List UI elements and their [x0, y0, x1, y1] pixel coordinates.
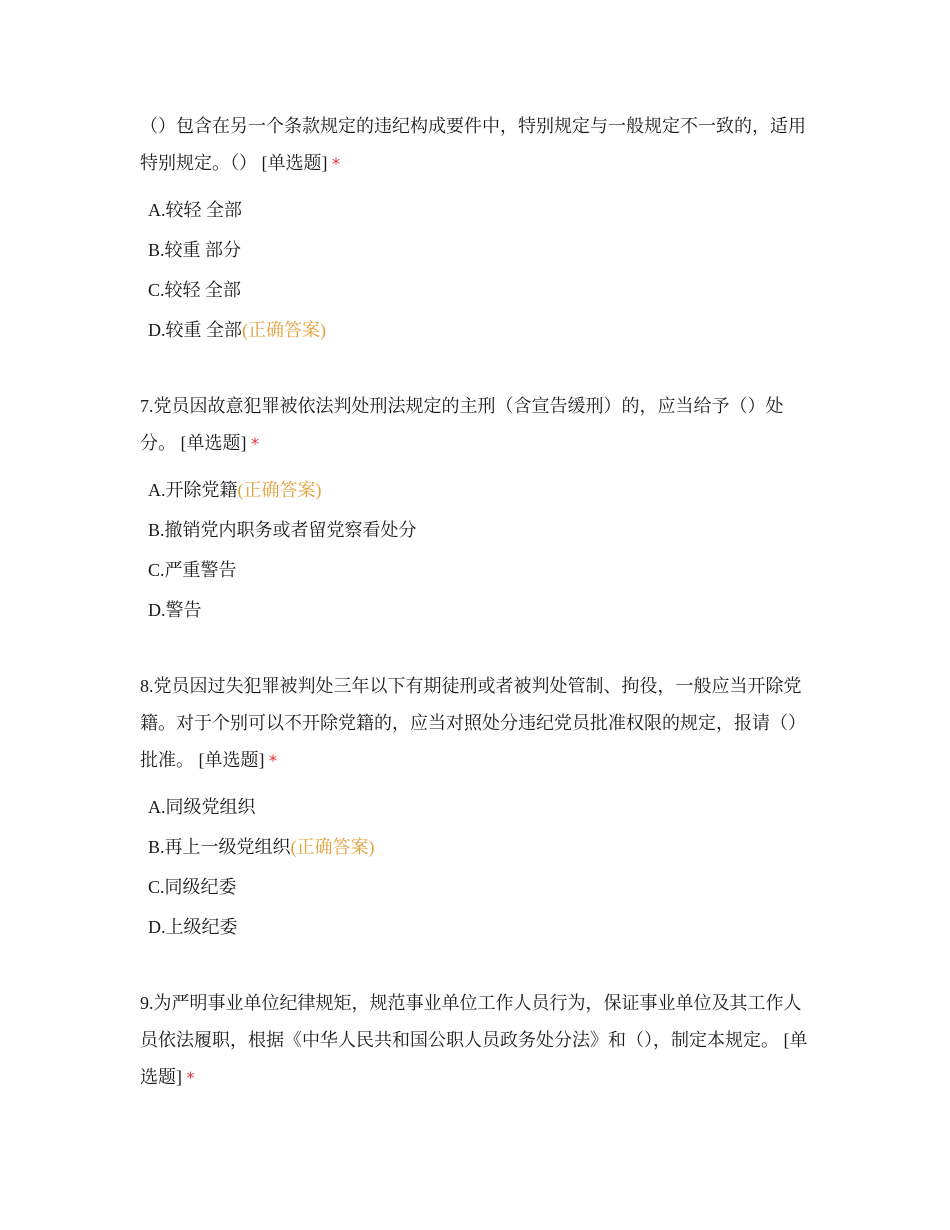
question-7 [140, 388, 815, 630]
correct-answer-note: (正确答案) [237, 480, 322, 500]
option-b[interactable] [148, 230, 815, 270]
option-text: A.开除党籍 [148, 480, 238, 500]
question-stem-text: 7.党员因故意犯罪被依法判处刑法规定的主刑（含宣告缓刑）的，应当给予（）处分。 [140, 396, 784, 453]
question-type-tag: [单选题] [180, 433, 247, 453]
option-text: B.撤销党内职务或者留党察看处分 [148, 520, 417, 540]
option-text: C.较轻 全部 [148, 280, 242, 300]
required-asterisk: * [186, 1068, 195, 1087]
option-a[interactable] [148, 190, 815, 230]
question-8 [140, 668, 815, 947]
question-stem-text: 8.党员因过失犯罪被判处三年以下有期徒刑或者被判处管制、拘役，一般应当开除党籍。对于个别可以不开除党籍的，应当对照处分违纪党员批准权限的规定，报请（）批准。 [140, 676, 806, 770]
correct-answer-note: (正确答案) [290, 837, 375, 857]
option-a[interactable] [148, 787, 815, 827]
question-type-tag: [单选题] [261, 153, 328, 173]
question-stem-text: 9.为严明事业单位纪律规矩，规范事业单位工作人员行为，保证事业单位及其工作人员依法履职，根据《中华人民共和国公职人员政务处分法》和（），制定本规定。 [140, 993, 802, 1050]
option-list [148, 190, 815, 350]
question-stem [140, 985, 815, 1096]
option-text: B.再上一级党组织 [148, 837, 291, 857]
required-asterisk: * [269, 751, 277, 770]
option-text: B.较重 部分 [148, 240, 242, 260]
option-c[interactable] [148, 550, 815, 590]
option-text: A.较轻 全部 [148, 200, 242, 220]
option-c[interactable] [148, 270, 815, 310]
option-text: C.严重警告 [148, 560, 237, 580]
question-type-tag: [单选题] [140, 1030, 808, 1087]
option-text: D.上级纪委 [148, 917, 238, 937]
question-6 [140, 108, 815, 350]
required-asterisk: * [332, 154, 340, 173]
question-stem [140, 108, 815, 182]
option-b[interactable] [148, 510, 815, 550]
option-list [148, 787, 815, 947]
question-9 [140, 985, 815, 1096]
option-c[interactable] [148, 867, 815, 907]
option-list [148, 470, 815, 630]
option-d[interactable] [148, 310, 815, 350]
question-type-tag: [单选题] [198, 750, 265, 770]
required-asterisk: * [251, 434, 259, 453]
correct-answer-note: (正确答案) [242, 320, 326, 340]
option-b[interactable] [148, 827, 815, 867]
option-a[interactable] [148, 470, 815, 510]
option-text: C.同级纪委 [148, 877, 237, 897]
question-stem-text: （）包含在另一个条款规定的违纪构成要件中，特别规定与一般规定不一致的，适用特别规定。（） [140, 116, 806, 173]
option-d[interactable] [148, 907, 815, 947]
question-stem [140, 388, 815, 462]
question-stem [140, 668, 815, 779]
option-text: D.较重 全部 [148, 320, 242, 340]
option-d[interactable] [148, 590, 815, 630]
option-text: A.同级党组织 [148, 797, 256, 817]
option-text: D.警告 [148, 600, 202, 620]
